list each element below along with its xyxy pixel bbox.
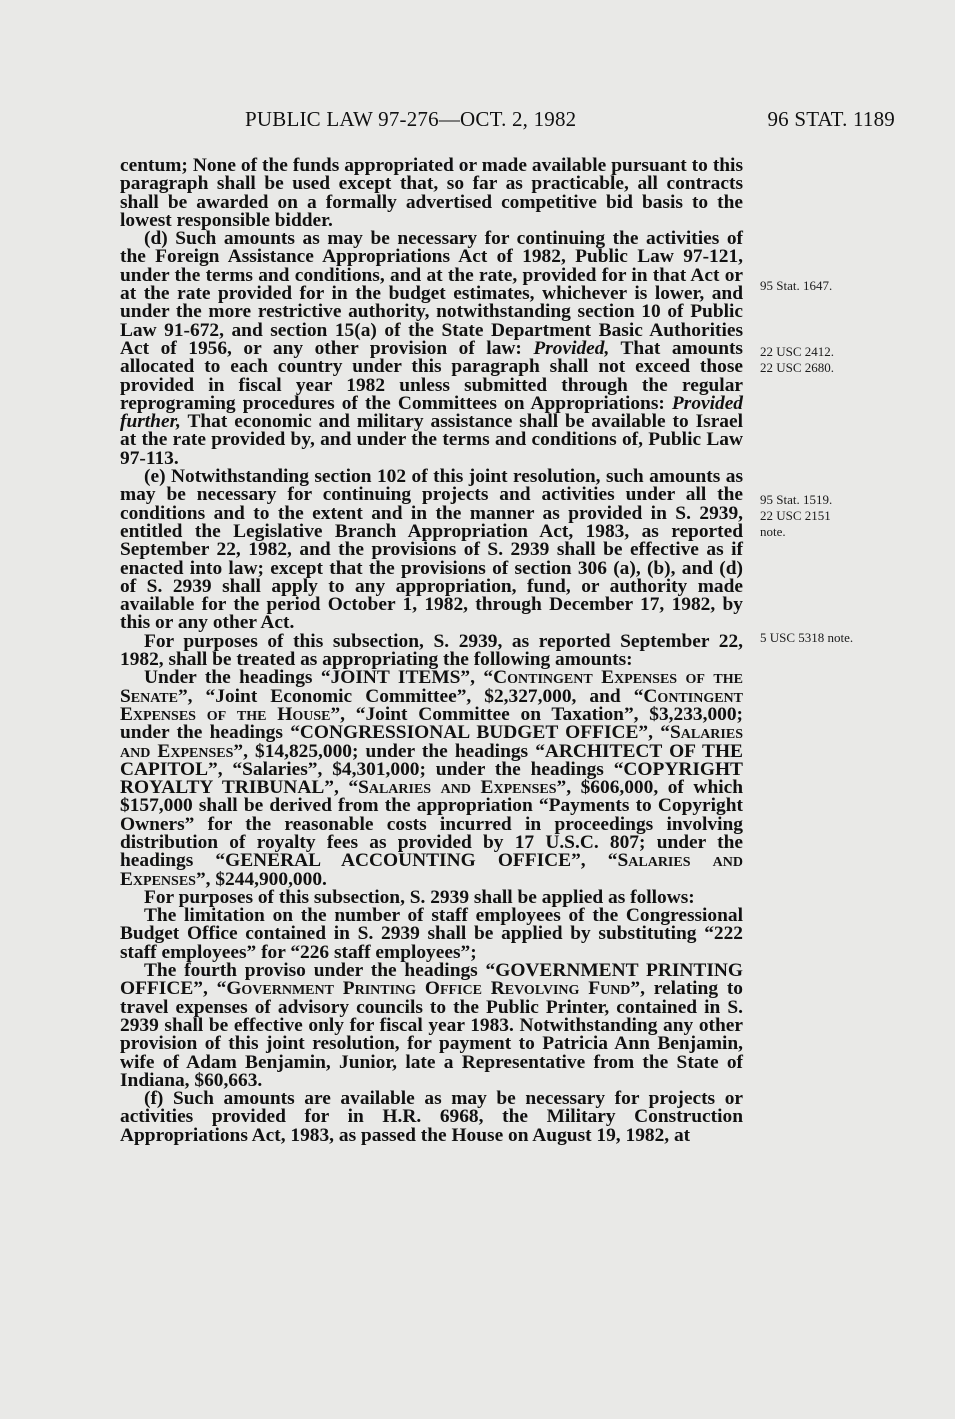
margin-note: 95 Stat. 1519. — [760, 492, 833, 507]
margin-note: 5 USC 5318 note. — [760, 630, 854, 645]
paragraph: centum; None of the funds appropriated or made available pursuant to this paragraph shall be used except that, so far as practicable, all contracts shall be awarded on a formally advertised competitive bid basis to the lowest responsible bidder. — [120, 155, 743, 231]
paragraph: The limitation on the number of staff employees of the Congressional Budget Office contained in S. 2939 shall be applied by substituting “222 staff employees” for “226 staff employees”; — [120, 905, 743, 963]
paragraph: For purposes of this subsection, S. 2939, as reported September 22, 1982, shall be treated as appropriating the following amounts: — [120, 630, 743, 671]
margin-note: 22 USC 2680. — [760, 360, 835, 375]
margin-note: 95 Stat. 1647. — [760, 278, 833, 293]
paragraph-f: (f) Such amounts are available as may be necessary for projects or activities provided for in H.R. 6968, the Military Construction Appropriations Act, 1983, as passed the House on August 19, 1982, at — [120, 1088, 743, 1146]
body-text — [120, 157, 743, 1145]
margin-note: note. — [760, 524, 786, 539]
margin-note: 22 USC 2412. — [760, 344, 835, 359]
margin-note: 22 USC 2151 — [760, 508, 831, 523]
paragraph-d: (d) Such amounts as may be necessary for continuing the activities of the Foreign Assistance Appropriations Act of 1982, Public Law 97-121, under the terms and conditions, and at the rate, provided for in that Act or at the rate provided for in the budget estimates, whichever is lower, and under the more restrictive authority, notwithstanding section 10 of Public Law 91-672, and section 15(a) of the State Department Basic Authorities Act of 1956, or any other provision of law: Provided, That amounts allocated to each country under this paragraph shall not exceed those provided in fiscal year 1982 unless submitted through the regular reprograming procedures of the Committees on Appropriations: Provided further, That economic and military assistance shall be available to Israel at the rate provided by, and under the terms and conditions of, Public Law 97-113. — [120, 228, 743, 469]
page-header — [245, 107, 895, 139]
paragraph-gpo: The fourth proviso under the headings “GOVERNMENT PRINTING OFFICE”, “Government Printing Office Revolving Fund”, relating to travel expenses of advisory councils to the Public Printer, contained in S. 2939 shall be effective only for fiscal year 1983. Notwithstanding any other provision of this joint resolution, for payment to Patricia Ann Benjamin, wife of Adam Benjamin, Junior, late a Representative from the State of Indiana, $60,663. — [120, 960, 744, 1091]
header-stat-page: 96 STAT. 1189 — [767, 107, 895, 131]
paragraph-appropriations: Under the headings “JOINT ITEMS”, “Contingent Expenses of the Senate”, “Joint Economic Committee”, $2,327,000, and “Contingent Expenses of the House”, “Joint Committee on Taxation”, $3,233,000; under the headings “CONGRESSIONAL BUDGET OFFICE”, “Salaries and Expenses”, $14,825,000; under the headings “ARCHITECT OF THE CAPITOL”, “Salaries”, $4,301,000; under the headings “COPYRIGHT ROYALTY TRIBUNAL”, “Salaries and Expenses”, $606,000, of which $157,000 shall be derived from the appropriation “Payments to Copyright Owners” for the reasonable costs incurred in proceedings involving distribution of royalty fees as provided by 17 U.S.C. 807; under the headings “GENERAL ACCOUNTING OFFICE”, “Salaries and Expenses”, $244,900,000. — [120, 667, 744, 890]
paragraph: For purposes of this subsection, S. 2939 shall be applied as follows: — [144, 886, 695, 908]
header-title: PUBLIC LAW 97-276—OCT. 2, 1982 — [245, 107, 577, 131]
paragraph-e: (e) Notwithstanding section 102 of this joint resolution, such amounts as may be necessary for continuing projects and activities under all the conditions and to the extent and in the manner as provided in S. 2939, entitled the Legislative Branch Appropriation Act, 1983, as reported September 22, 1982, and the provisions of S. 2939 shall be effective as if enacted into law; except that the provisions of section 306 (a), (b), and (d) of S. 2939 shall apply to any appropriation, fund, or authority made available for the period October 1, 1982, through December 17, 1982, by this or any other Act. — [120, 466, 743, 634]
